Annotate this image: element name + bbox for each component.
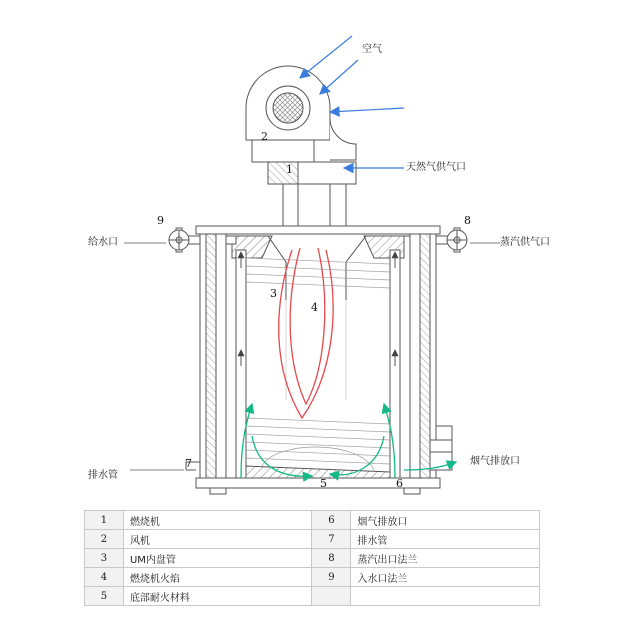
- legend-left-index: 2: [85, 530, 124, 549]
- label-steam-outlet: 蒸汽供气口: [500, 237, 550, 248]
- legend-right-text: 排水管: [351, 530, 540, 549]
- boiler-body: [169, 66, 467, 494]
- legend-left-index: 5: [85, 587, 124, 606]
- table-row: [85, 587, 540, 606]
- label-water-inlet: 给水口: [88, 237, 118, 248]
- label-air: 空气: [362, 44, 382, 55]
- callout-8: 8: [464, 214, 471, 227]
- table-row: [85, 549, 540, 568]
- legend-left-text: 风机: [123, 530, 312, 549]
- legend-left-text: 燃烧机: [123, 511, 312, 530]
- table-row: [85, 530, 540, 549]
- legend-right-index: 9: [312, 568, 351, 587]
- legend-right-text: [351, 587, 540, 606]
- callout-2: 2: [261, 130, 268, 143]
- callout-3: 3: [270, 287, 277, 300]
- legend-right-text: 入水口法兰: [351, 568, 540, 587]
- legend-table: [84, 510, 540, 606]
- label-flue-outlet: 烟气排放口: [470, 456, 520, 467]
- callout-1: 1: [286, 163, 293, 176]
- legend-right-index: 7: [312, 530, 351, 549]
- legend-right-text: 烟气排放口: [351, 511, 540, 530]
- callout-5: 5: [320, 477, 327, 490]
- legend-right-index: 8: [312, 549, 351, 568]
- callout-4: 4: [311, 301, 318, 314]
- legend-right-index: 6: [312, 511, 351, 530]
- legend-left-index: 3: [85, 549, 124, 568]
- legend-left-text: 燃烧机火焰: [123, 568, 312, 587]
- legend-left-text: 底部耐火材料: [123, 587, 312, 606]
- callout-9: 9: [157, 214, 164, 227]
- legend-right-text: 蒸汽出口法兰: [351, 549, 540, 568]
- table-row: [85, 511, 540, 530]
- table-row: [85, 568, 540, 587]
- label-drain-pipe: 排水管: [88, 470, 118, 481]
- legend-left-text: UM内盘管: [123, 549, 312, 568]
- callout-7: 7: [185, 457, 192, 470]
- legend-left-index: 4: [85, 568, 124, 587]
- label-gas-inlet: 天然气供气口: [406, 162, 466, 173]
- legend-left-index: 1: [85, 511, 124, 530]
- legend-right-index: [312, 587, 351, 606]
- callout-6: 6: [396, 477, 403, 490]
